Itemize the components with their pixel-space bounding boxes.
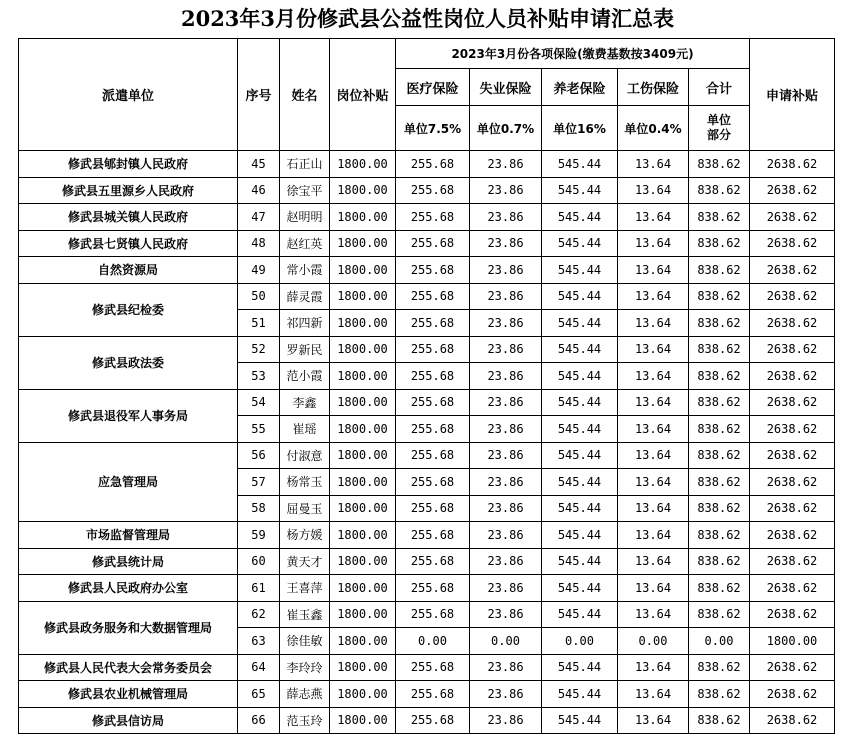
subsidy-cell: 1800.00 bbox=[330, 469, 396, 496]
name-cell: 王喜萍 bbox=[280, 575, 330, 602]
seq-cell: 59 bbox=[238, 522, 280, 549]
unemployment-cell: 23.86 bbox=[470, 336, 542, 363]
dispatch-unit-cell: 自然资源局 bbox=[19, 257, 238, 284]
dispatch-unit-cell: 修武县统计局 bbox=[19, 548, 238, 575]
total-cell: 0.00 bbox=[689, 628, 750, 655]
table-row bbox=[19, 522, 835, 549]
medical-cell: 255.68 bbox=[396, 548, 470, 575]
table-row bbox=[19, 336, 835, 363]
medical-cell: 255.68 bbox=[396, 681, 470, 708]
apply-cell: 2638.62 bbox=[750, 548, 835, 575]
medical-cell: 255.68 bbox=[396, 230, 470, 257]
injury-cell: 13.64 bbox=[618, 336, 689, 363]
injury-cell: 13.64 bbox=[618, 151, 689, 178]
total-cell: 838.62 bbox=[689, 310, 750, 337]
unemployment-cell: 23.86 bbox=[470, 575, 542, 602]
subsidy-cell: 1800.00 bbox=[330, 628, 396, 655]
table-row bbox=[19, 707, 835, 734]
subsidy-cell: 1800.00 bbox=[330, 681, 396, 708]
injury-cell: 13.64 bbox=[618, 575, 689, 602]
header-pension: 养老保险 bbox=[542, 69, 618, 106]
seq-cell: 55 bbox=[238, 416, 280, 443]
subsidy-cell: 1800.00 bbox=[330, 442, 396, 469]
pension-cell: 545.44 bbox=[542, 151, 618, 178]
seq-cell: 65 bbox=[238, 681, 280, 708]
subsidy-cell: 1800.00 bbox=[330, 257, 396, 284]
name-cell: 常小霞 bbox=[280, 257, 330, 284]
seq-cell: 58 bbox=[238, 495, 280, 522]
apply-cell: 2638.62 bbox=[750, 654, 835, 681]
injury-cell: 13.64 bbox=[618, 389, 689, 416]
total-cell: 838.62 bbox=[689, 469, 750, 496]
medical-cell: 255.68 bbox=[396, 442, 470, 469]
dispatch-unit-cell: 修武县五里源乡人民政府 bbox=[19, 177, 238, 204]
injury-cell: 13.64 bbox=[618, 177, 689, 204]
total-cell: 838.62 bbox=[689, 416, 750, 443]
medical-cell: 255.68 bbox=[396, 416, 470, 443]
injury-cell: 13.64 bbox=[618, 442, 689, 469]
header-total-part: 单位部分 bbox=[689, 106, 750, 151]
table-row bbox=[19, 548, 835, 575]
apply-cell: 2638.62 bbox=[750, 230, 835, 257]
header-subsidy: 岗位补贴 bbox=[330, 39, 396, 151]
subsidy-cell: 1800.00 bbox=[330, 575, 396, 602]
name-cell: 石正山 bbox=[280, 151, 330, 178]
unemployment-cell: 23.86 bbox=[470, 363, 542, 390]
unemployment-cell: 23.86 bbox=[470, 204, 542, 231]
apply-cell: 2638.62 bbox=[750, 469, 835, 496]
pension-cell: 545.44 bbox=[542, 283, 618, 310]
injury-cell: 13.64 bbox=[618, 548, 689, 575]
seq-cell: 48 bbox=[238, 230, 280, 257]
apply-cell: 2638.62 bbox=[750, 204, 835, 231]
injury-cell: 13.64 bbox=[618, 416, 689, 443]
dispatch-unit-cell: 修武县郇封镇人民政府 bbox=[19, 151, 238, 178]
medical-cell: 255.68 bbox=[396, 601, 470, 628]
pension-cell: 545.44 bbox=[542, 601, 618, 628]
total-cell: 838.62 bbox=[689, 495, 750, 522]
total-cell: 838.62 bbox=[689, 336, 750, 363]
total-cell: 838.62 bbox=[689, 204, 750, 231]
subsidy-cell: 1800.00 bbox=[330, 416, 396, 443]
header-pension-rate: 单位16% bbox=[542, 106, 618, 151]
seq-cell: 46 bbox=[238, 177, 280, 204]
pension-cell: 545.44 bbox=[542, 416, 618, 443]
header-name: 姓名 bbox=[280, 39, 330, 151]
header-injury: 工伤保险 bbox=[618, 69, 689, 106]
dispatch-unit-cell: 修武县政务服务和大数据管理局 bbox=[19, 601, 238, 654]
total-cell: 838.62 bbox=[689, 654, 750, 681]
subsidy-cell: 1800.00 bbox=[330, 204, 396, 231]
seq-cell: 64 bbox=[238, 654, 280, 681]
subsidy-cell: 1800.00 bbox=[330, 707, 396, 734]
unemployment-cell: 23.86 bbox=[470, 681, 542, 708]
apply-cell: 2638.62 bbox=[750, 363, 835, 390]
injury-cell: 13.64 bbox=[618, 522, 689, 549]
pension-cell: 545.44 bbox=[542, 681, 618, 708]
subsidy-cell: 1800.00 bbox=[330, 310, 396, 337]
dispatch-unit-cell: 修武县政法委 bbox=[19, 336, 238, 389]
header-seq: 序号 bbox=[238, 39, 280, 151]
subsidy-cell: 1800.00 bbox=[330, 522, 396, 549]
name-cell: 杨方媛 bbox=[280, 522, 330, 549]
injury-cell: 13.64 bbox=[618, 654, 689, 681]
medical-cell: 255.68 bbox=[396, 469, 470, 496]
total-cell: 838.62 bbox=[689, 257, 750, 284]
dispatch-unit-cell: 修武县信访局 bbox=[19, 707, 238, 734]
subsidy-cell: 1800.00 bbox=[330, 495, 396, 522]
unemployment-cell: 23.86 bbox=[470, 707, 542, 734]
total-cell: 838.62 bbox=[689, 442, 750, 469]
medical-cell: 255.68 bbox=[396, 389, 470, 416]
total-cell: 838.62 bbox=[689, 283, 750, 310]
subsidy-table bbox=[18, 38, 835, 734]
apply-cell: 2638.62 bbox=[750, 575, 835, 602]
unemployment-cell: 0.00 bbox=[470, 628, 542, 655]
medical-cell: 255.68 bbox=[396, 522, 470, 549]
subsidy-cell: 1800.00 bbox=[330, 601, 396, 628]
unemployment-cell: 23.86 bbox=[470, 601, 542, 628]
dispatch-unit-cell: 修武县农业机械管理局 bbox=[19, 681, 238, 708]
apply-cell: 2638.62 bbox=[750, 442, 835, 469]
unemployment-cell: 23.86 bbox=[470, 257, 542, 284]
seq-cell: 62 bbox=[238, 601, 280, 628]
pension-cell: 545.44 bbox=[542, 654, 618, 681]
apply-cell: 2638.62 bbox=[750, 389, 835, 416]
unemployment-cell: 23.86 bbox=[470, 442, 542, 469]
unemployment-cell: 23.86 bbox=[470, 469, 542, 496]
total-cell: 838.62 bbox=[689, 177, 750, 204]
header-medical-rate: 单位7.5% bbox=[396, 106, 470, 151]
medical-cell: 255.68 bbox=[396, 257, 470, 284]
name-cell: 薛灵霞 bbox=[280, 283, 330, 310]
apply-cell: 2638.62 bbox=[750, 601, 835, 628]
pension-cell: 545.44 bbox=[542, 522, 618, 549]
table-row bbox=[19, 283, 835, 310]
name-cell: 祁四新 bbox=[280, 310, 330, 337]
medical-cell: 255.68 bbox=[396, 151, 470, 178]
seq-cell: 52 bbox=[238, 336, 280, 363]
pension-cell: 545.44 bbox=[542, 575, 618, 602]
medical-cell: 255.68 bbox=[396, 283, 470, 310]
injury-cell: 13.64 bbox=[618, 230, 689, 257]
table-body bbox=[19, 151, 835, 734]
apply-cell: 2638.62 bbox=[750, 257, 835, 284]
medical-cell: 255.68 bbox=[396, 495, 470, 522]
table-row bbox=[19, 204, 835, 231]
pension-cell: 545.44 bbox=[542, 204, 618, 231]
dispatch-unit-cell: 修武县人民代表大会常务委员会 bbox=[19, 654, 238, 681]
name-cell: 付淑意 bbox=[280, 442, 330, 469]
injury-cell: 13.64 bbox=[618, 204, 689, 231]
injury-cell: 13.64 bbox=[618, 681, 689, 708]
name-cell: 屈曼玉 bbox=[280, 495, 330, 522]
subsidy-cell: 1800.00 bbox=[330, 283, 396, 310]
pension-cell: 0.00 bbox=[542, 628, 618, 655]
unemployment-cell: 23.86 bbox=[470, 416, 542, 443]
apply-cell: 1800.00 bbox=[750, 628, 835, 655]
header-unemployment: 失业保险 bbox=[470, 69, 542, 106]
seq-cell: 51 bbox=[238, 310, 280, 337]
header-apply: 申请补贴 bbox=[750, 39, 835, 151]
injury-cell: 13.64 bbox=[618, 310, 689, 337]
dispatch-unit-cell: 市场监督管理局 bbox=[19, 522, 238, 549]
seq-cell: 45 bbox=[238, 151, 280, 178]
pension-cell: 545.44 bbox=[542, 336, 618, 363]
header-insurance-group: 2023年3月份各项保险(缴费基数按3409元) bbox=[396, 39, 750, 69]
apply-cell: 2638.62 bbox=[750, 336, 835, 363]
total-cell: 838.62 bbox=[689, 230, 750, 257]
pension-cell: 545.44 bbox=[542, 707, 618, 734]
pension-cell: 545.44 bbox=[542, 548, 618, 575]
unemployment-cell: 23.86 bbox=[470, 389, 542, 416]
table-row bbox=[19, 654, 835, 681]
name-cell: 赵红英 bbox=[280, 230, 330, 257]
unemployment-cell: 23.86 bbox=[470, 151, 542, 178]
injury-cell: 13.64 bbox=[618, 363, 689, 390]
dispatch-unit-cell: 修武县人民政府办公室 bbox=[19, 575, 238, 602]
dispatch-unit-cell: 应急管理局 bbox=[19, 442, 238, 522]
seq-cell: 60 bbox=[238, 548, 280, 575]
unemployment-cell: 23.86 bbox=[470, 177, 542, 204]
subsidy-cell: 1800.00 bbox=[330, 336, 396, 363]
apply-cell: 2638.62 bbox=[750, 522, 835, 549]
medical-cell: 255.68 bbox=[396, 707, 470, 734]
subsidy-cell: 1800.00 bbox=[330, 548, 396, 575]
total-cell: 838.62 bbox=[689, 681, 750, 708]
page-title: 2023年3月份修武县公益性岗位人员补贴申请汇总表 bbox=[180, 6, 675, 31]
seq-cell: 54 bbox=[238, 389, 280, 416]
subsidy-cell: 1800.00 bbox=[330, 177, 396, 204]
seq-cell: 63 bbox=[238, 628, 280, 655]
seq-cell: 57 bbox=[238, 469, 280, 496]
seq-cell: 53 bbox=[238, 363, 280, 390]
table-row bbox=[19, 257, 835, 284]
name-cell: 范小霞 bbox=[280, 363, 330, 390]
medical-cell: 0.00 bbox=[396, 628, 470, 655]
total-cell: 838.62 bbox=[689, 151, 750, 178]
name-cell: 杨常玉 bbox=[280, 469, 330, 496]
seq-cell: 50 bbox=[238, 283, 280, 310]
unemployment-cell: 23.86 bbox=[470, 283, 542, 310]
name-cell: 徐佳敏 bbox=[280, 628, 330, 655]
pension-cell: 545.44 bbox=[542, 469, 618, 496]
total-cell: 838.62 bbox=[689, 548, 750, 575]
seq-cell: 56 bbox=[238, 442, 280, 469]
injury-cell: 13.64 bbox=[618, 601, 689, 628]
pension-cell: 545.44 bbox=[542, 389, 618, 416]
apply-cell: 2638.62 bbox=[750, 707, 835, 734]
table-row bbox=[19, 151, 835, 178]
total-cell: 838.62 bbox=[689, 601, 750, 628]
name-cell: 徐宝平 bbox=[280, 177, 330, 204]
table-row bbox=[19, 230, 835, 257]
table-row bbox=[19, 442, 835, 469]
pension-cell: 545.44 bbox=[542, 177, 618, 204]
apply-cell: 2638.62 bbox=[750, 416, 835, 443]
apply-cell: 2638.62 bbox=[750, 151, 835, 178]
name-cell: 黄天才 bbox=[280, 548, 330, 575]
medical-cell: 255.68 bbox=[396, 204, 470, 231]
medical-cell: 255.68 bbox=[396, 575, 470, 602]
header-total: 合计 bbox=[689, 69, 750, 106]
total-cell: 838.62 bbox=[689, 707, 750, 734]
apply-cell: 2638.62 bbox=[750, 310, 835, 337]
medical-cell: 255.68 bbox=[396, 310, 470, 337]
subsidy-cell: 1800.00 bbox=[330, 389, 396, 416]
subsidy-cell: 1800.00 bbox=[330, 363, 396, 390]
table-row bbox=[19, 389, 835, 416]
table-row bbox=[19, 177, 835, 204]
injury-cell: 13.64 bbox=[618, 257, 689, 284]
header-injury-rate: 单位0.4% bbox=[618, 106, 689, 151]
name-cell: 崔玉鑫 bbox=[280, 601, 330, 628]
seq-cell: 61 bbox=[238, 575, 280, 602]
name-cell: 崔瑶 bbox=[280, 416, 330, 443]
injury-cell: 0.00 bbox=[618, 628, 689, 655]
pension-cell: 545.44 bbox=[542, 257, 618, 284]
table-row bbox=[19, 681, 835, 708]
unemployment-cell: 23.86 bbox=[470, 495, 542, 522]
injury-cell: 13.64 bbox=[618, 707, 689, 734]
injury-cell: 13.64 bbox=[618, 469, 689, 496]
subsidy-cell: 1800.00 bbox=[330, 151, 396, 178]
unemployment-cell: 23.86 bbox=[470, 230, 542, 257]
name-cell: 李鑫 bbox=[280, 389, 330, 416]
subsidy-cell: 1800.00 bbox=[330, 654, 396, 681]
pension-cell: 545.44 bbox=[542, 442, 618, 469]
total-cell: 838.62 bbox=[689, 389, 750, 416]
pension-cell: 545.44 bbox=[542, 363, 618, 390]
header-unemployment-rate: 单位0.7% bbox=[470, 106, 542, 151]
pension-cell: 545.44 bbox=[542, 230, 618, 257]
unemployment-cell: 23.86 bbox=[470, 654, 542, 681]
apply-cell: 2638.62 bbox=[750, 681, 835, 708]
apply-cell: 2638.62 bbox=[750, 283, 835, 310]
total-cell: 838.62 bbox=[689, 522, 750, 549]
dispatch-unit-cell: 修武县纪检委 bbox=[19, 283, 238, 336]
name-cell: 薛志燕 bbox=[280, 681, 330, 708]
subsidy-cell: 1800.00 bbox=[330, 230, 396, 257]
name-cell: 李玲玲 bbox=[280, 654, 330, 681]
table-row bbox=[19, 575, 835, 602]
unemployment-cell: 23.86 bbox=[470, 548, 542, 575]
apply-cell: 2638.62 bbox=[750, 495, 835, 522]
unemployment-cell: 23.86 bbox=[470, 522, 542, 549]
medical-cell: 255.68 bbox=[396, 336, 470, 363]
dispatch-unit-cell: 修武县七贤镇人民政府 bbox=[19, 230, 238, 257]
seq-cell: 66 bbox=[238, 707, 280, 734]
dispatch-unit-cell: 修武县退役军人事务局 bbox=[19, 389, 238, 442]
total-cell: 838.62 bbox=[689, 575, 750, 602]
pension-cell: 545.44 bbox=[542, 495, 618, 522]
header-unit: 派遣单位 bbox=[19, 39, 238, 151]
seq-cell: 49 bbox=[238, 257, 280, 284]
total-cell: 838.62 bbox=[689, 363, 750, 390]
unemployment-cell: 23.86 bbox=[470, 310, 542, 337]
apply-cell: 2638.62 bbox=[750, 177, 835, 204]
injury-cell: 13.64 bbox=[618, 495, 689, 522]
name-cell: 范玉玲 bbox=[280, 707, 330, 734]
table-header bbox=[19, 39, 835, 151]
seq-cell: 47 bbox=[238, 204, 280, 231]
name-cell: 赵明明 bbox=[280, 204, 330, 231]
medical-cell: 255.68 bbox=[396, 654, 470, 681]
pension-cell: 545.44 bbox=[542, 310, 618, 337]
medical-cell: 255.68 bbox=[396, 177, 470, 204]
injury-cell: 13.64 bbox=[618, 283, 689, 310]
header-medical: 医疗保险 bbox=[396, 69, 470, 106]
medical-cell: 255.68 bbox=[396, 363, 470, 390]
dispatch-unit-cell: 修武县城关镇人民政府 bbox=[19, 204, 238, 231]
table-row bbox=[19, 601, 835, 628]
name-cell: 罗新民 bbox=[280, 336, 330, 363]
